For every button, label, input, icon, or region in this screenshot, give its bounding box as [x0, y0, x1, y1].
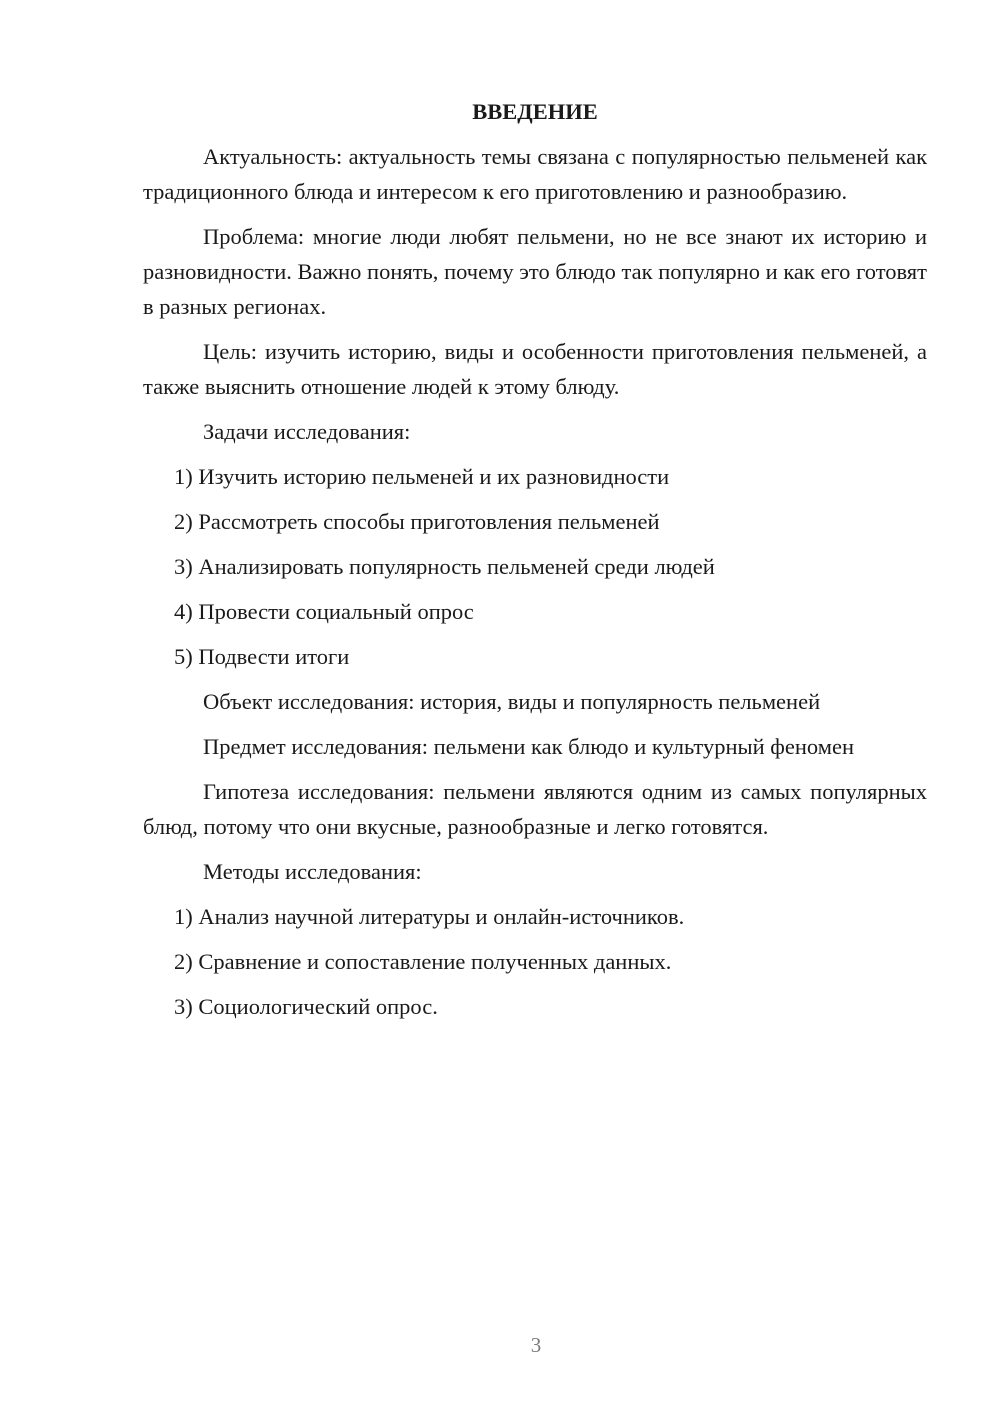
methods-heading: Методы исследования:	[203, 859, 422, 884]
list-item: 1) Анализ научной литературы и онлайн-источников.	[174, 904, 685, 929]
tasks-list	[143, 459, 927, 674]
relevance-paragraph: Актуальность: актуальность темы связана с популярностью пельменей как традиционного блюда и интересом к его приготовлению и разнообразию.	[143, 144, 927, 204]
page-number: 3	[530, 1333, 542, 1357]
list-item: 5) Подвести итоги	[174, 644, 350, 669]
list-item: 2) Сравнение и сопоставление полученных данных.	[174, 949, 672, 974]
list-item: 4) Провести социальный опрос	[174, 599, 474, 624]
document-body	[143, 94, 927, 1034]
list-item: 3) Анализировать популярность пельменей среди людей	[174, 554, 715, 579]
subject-line: Предмет исследования: пельмени как блюдо и культурный феномен	[203, 734, 854, 759]
methods-list	[143, 899, 927, 1024]
list-item: 2) Рассмотреть способы приготовления пельменей	[174, 509, 660, 534]
tasks-heading: Задачи исследования:	[203, 419, 411, 444]
object-line: Объект исследования: история, виды и популярность пельменей	[203, 689, 821, 714]
list-item: 3) Социологический опрос.	[174, 994, 438, 1019]
problem-paragraph: Проблема: многие люди любят пельмени, но не все знают их историю и разновидности. Важно понять, почему это блюдо так популярно и как его готовят в разных регионах.	[143, 224, 927, 319]
goal-paragraph: Цель: изучить историю, виды и особенности приготовления пельменей, а также выяснить отношение людей к этому блюду.	[143, 339, 927, 399]
hypothesis-paragraph: Гипотеза исследования: пельмени являются одним из самых популярных блюд, потому что они вкусные, разнообразные и легко готовятся.	[143, 779, 927, 839]
list-item: 1) Изучить историю пельменей и их разновидности	[174, 464, 670, 489]
page-title: ВВЕДЕНИЕ	[472, 99, 598, 124]
